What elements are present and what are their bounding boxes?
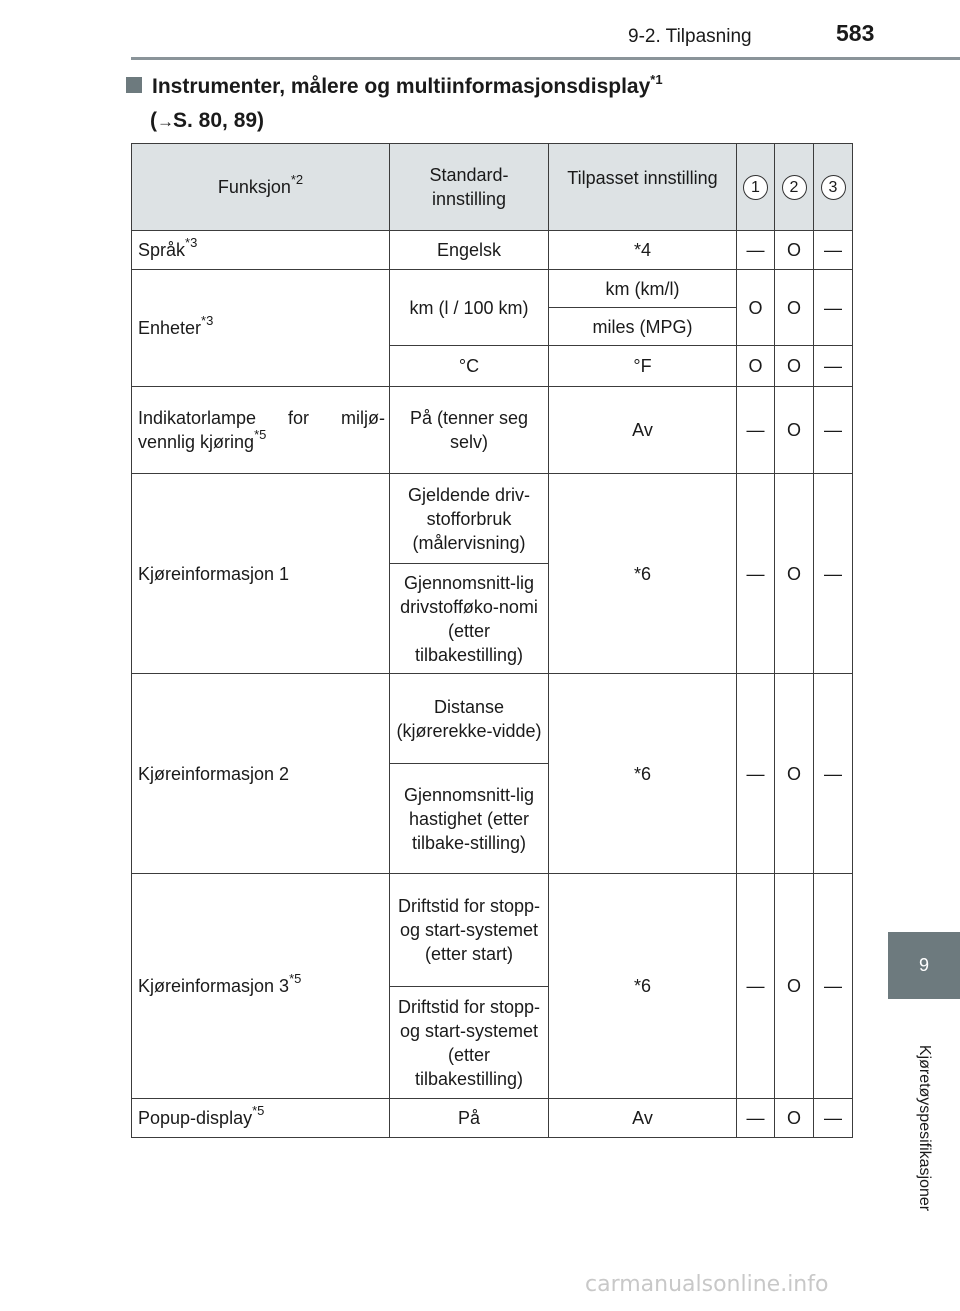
row-mode-3: — xyxy=(814,346,853,387)
title-text: Instrumenter, målere og multiinformasjonsdisplay xyxy=(152,75,651,98)
row-mode-1: O xyxy=(737,346,775,387)
row-mode-1: O xyxy=(737,270,775,346)
table-row xyxy=(132,874,853,987)
row-default: Gjeldende driv-stofforbruk (målervisning) xyxy=(390,474,549,564)
row-mode-2: O xyxy=(775,874,814,1099)
row-default: Distanse (kjørerekke-vidde) xyxy=(390,674,549,764)
row-mode-2: O xyxy=(775,474,814,674)
page-reference[interactable]: (→S. 80, 89) xyxy=(150,109,265,132)
table-row xyxy=(132,231,853,270)
row-name: Språk$^{*3}$ xyxy=(132,231,390,270)
table-row xyxy=(132,1099,853,1138)
row-mode-3: — xyxy=(814,1099,853,1138)
title-footnote: *1 xyxy=(650,72,663,87)
row-mode-1: — xyxy=(737,231,775,270)
page-reference-text: S. 80, 89) xyxy=(173,109,265,132)
row-default: Gjennomsnitt-lig drivstofføko-nomi (etter tilbakestilling) xyxy=(390,564,549,674)
row-default: Driftstid for stopp- og start-systemet (etter start) xyxy=(390,874,549,987)
chapter-label: Kjøretøyspesifikasjoner xyxy=(916,1044,933,1212)
row-name: Popup-display$^{*5}$ xyxy=(132,1099,390,1138)
row-mode-3: — xyxy=(814,874,853,1099)
chapter-tab[interactable] xyxy=(888,932,960,999)
row-mode-1: — xyxy=(737,1099,775,1138)
row-name: Kjøreinformasjon 1 xyxy=(132,474,390,674)
row-name: Kjøreinformasjon 3$^{*5}$ xyxy=(132,874,390,1099)
table-row xyxy=(132,674,853,764)
row-custom: miles (MPG) xyxy=(549,308,737,346)
row-mode-1: — xyxy=(737,474,775,674)
circled-1-icon: 1 xyxy=(743,175,768,200)
row-default: På (tenner seg selv) xyxy=(390,387,549,474)
row-custom: *4 xyxy=(549,231,737,270)
header-mode-2 xyxy=(775,144,814,231)
table-row xyxy=(132,387,853,474)
row-default: Engelsk xyxy=(390,231,549,270)
square-bullet-icon xyxy=(126,77,142,93)
row-default: °C xyxy=(390,346,549,387)
row-name: Enheter$^{*3}$ xyxy=(132,270,390,387)
row-mode-1: — xyxy=(737,674,775,874)
page-number: 583 xyxy=(836,20,875,46)
row-custom: °F xyxy=(549,346,737,387)
row-name: Indikatorlampe for miljø-vennlig kjøring$^{*5}$ xyxy=(132,387,390,474)
row-mode-2: O xyxy=(775,346,814,387)
row-mode-2: O xyxy=(775,270,814,346)
circled-3-icon: 3 xyxy=(821,175,846,200)
arrow-right-icon: → xyxy=(157,112,173,131)
row-default: Driftstid for stopp- og start-systemet (etter tilbakestilling) xyxy=(390,987,549,1099)
header-funksjon: Funksjon$^{*2}$ xyxy=(132,144,390,231)
row-custom: *6 xyxy=(549,874,737,1099)
row-default: Gjennomsnitt-lig hastighet (etter tilbake-stilling) xyxy=(390,764,549,874)
row-mode-2: O xyxy=(775,674,814,874)
header-mode-3 xyxy=(814,144,853,231)
row-mode-2: O xyxy=(775,387,814,474)
section-title xyxy=(126,70,663,139)
chapter-number: 9 xyxy=(918,955,929,975)
row-mode-3: — xyxy=(814,674,853,874)
table-row xyxy=(132,474,853,564)
row-custom: Av xyxy=(549,1099,737,1138)
row-custom: *6 xyxy=(549,474,737,674)
table-row xyxy=(132,270,853,308)
section-heading: 9-2. Tilpasning xyxy=(628,26,752,47)
row-mode-1: — xyxy=(737,874,775,1099)
row-mode-3: — xyxy=(814,231,853,270)
row-mode-3: — xyxy=(814,387,853,474)
row-mode-2: O xyxy=(775,231,814,270)
header-tilpasset: Tilpasset innstilling xyxy=(549,144,737,231)
circled-2-icon: 2 xyxy=(782,175,807,200)
row-mode-2: O xyxy=(775,1099,814,1138)
row-mode-1: — xyxy=(737,387,775,474)
header-mode-1 xyxy=(737,144,775,231)
row-default: På xyxy=(390,1099,549,1138)
watermark: carmanualsonline.info xyxy=(585,1272,829,1297)
row-custom: *6 xyxy=(549,674,737,874)
row-mode-3: — xyxy=(814,270,853,346)
row-name: Kjøreinformasjon 2 xyxy=(132,674,390,874)
header-rule xyxy=(131,57,960,60)
row-mode-3: — xyxy=(814,474,853,674)
row-custom: km (km/l) xyxy=(549,270,737,308)
header-standard: Standard-innstilling xyxy=(390,144,549,231)
settings-table xyxy=(131,143,853,1138)
row-custom: Av xyxy=(549,387,737,474)
table-header-row xyxy=(132,144,853,231)
row-default: km (l / 100 km) xyxy=(390,270,549,346)
